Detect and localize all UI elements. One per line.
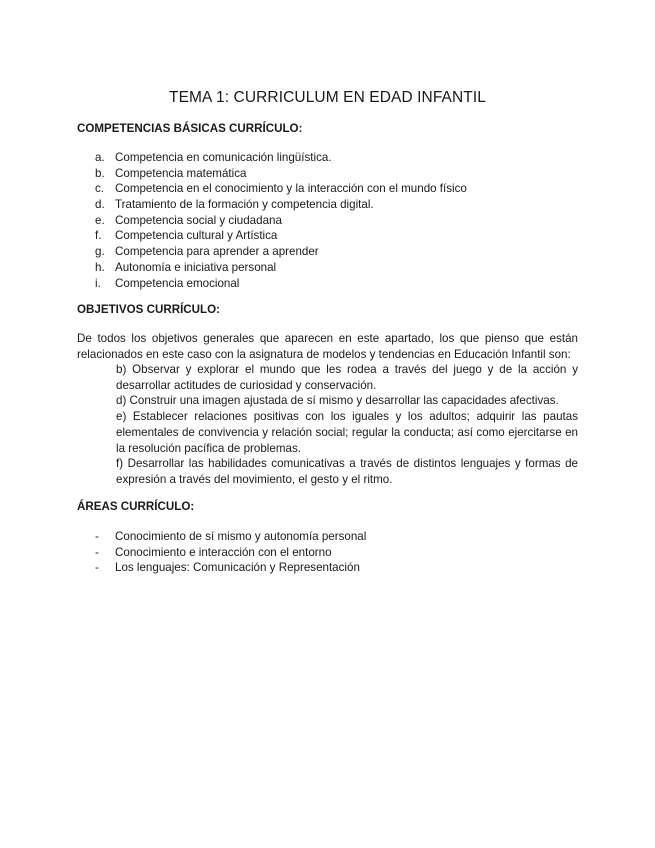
list-item (95, 244, 467, 260)
list-item-text: Tratamiento de la formación y competencia digital. (115, 198, 374, 212)
list-item (95, 150, 467, 166)
list-item (95, 545, 366, 561)
list-item-text: Autonomía e iniciativa personal (115, 260, 277, 274)
objetivo-item: f) Desarrollar las habilidades comunicativas a través de distintos lenguajes y formas de expresión a través del movimiento, el gesto y el ritmo. (116, 457, 578, 486)
objetivos-heading: OBJETIVOS CURRÍCULO: (77, 303, 220, 316)
objetivo-item: b) Observar y explorar el mundo que les rodea a través del juego y de la acción y desarrollar actitudes de curiosidad y conservación. (116, 363, 578, 392)
objetivos-intro: De todos los objetivos generales que aparecen en este apartado, los que pienso que están relacionados en este caso con la asignatura de modelos y tendencias en Educación Infantil son: (77, 332, 578, 361)
list-item-text: Competencia en el conocimiento y la interacción con el mundo físico (115, 182, 467, 196)
list-item (95, 166, 467, 182)
list-marker: i. (95, 276, 101, 290)
competencias-heading: COMPETENCIAS BÁSICAS CURRÍCULO: (77, 122, 303, 135)
list-item (95, 197, 467, 213)
areas-heading: ÁREAS CURRÍCULO: (77, 500, 195, 513)
list-item (95, 260, 467, 276)
list-item-text: Competencia matemática (115, 166, 247, 180)
competencias-list (95, 150, 467, 291)
areas-list (95, 529, 366, 576)
objetivos-list (116, 362, 578, 488)
list-marker: c. (95, 182, 105, 196)
list-item (95, 529, 366, 545)
list-item-text: Conocimiento de sí mismo y autonomía personal (115, 530, 367, 543)
list-item-text: Conocimiento e interacción con el entorno (115, 545, 332, 559)
list-marker: b. (95, 166, 105, 180)
list-item (95, 213, 467, 229)
list-marker: - (95, 545, 99, 559)
list-item-text: Competencia cultural y Artística (115, 229, 278, 243)
list-item-text: Competencia para aprender a aprender (115, 245, 319, 259)
list-marker: a. (95, 151, 105, 164)
page-title: TEMA 1: CURRICULUM EN EDAD INFANTIL (169, 89, 486, 106)
list-marker: - (95, 561, 99, 575)
list-item-text: Los lenguajes: Comunicación y Representación (115, 561, 360, 575)
list-marker: f. (95, 229, 102, 243)
objetivo-item: d) Construir una imagen ajustada de sí mismo y desarrollar las capacidades afectivas. (116, 394, 559, 408)
list-item-text: Competencia emocional (115, 276, 240, 290)
list-item-text: Competencia social y ciudadana (115, 213, 282, 227)
list-marker: e. (95, 213, 105, 227)
list-item-text: Competencia en comunicación lingüística. (115, 151, 332, 164)
list-marker: d. (95, 198, 105, 212)
list-item (95, 276, 467, 292)
list-marker: g. (95, 245, 105, 259)
list-item (95, 560, 366, 576)
list-item (95, 228, 467, 244)
list-item (95, 181, 467, 197)
list-marker: - (95, 530, 99, 543)
list-marker: h. (95, 260, 105, 274)
objetivo-item: e) Establecer relaciones positivas con los iguales y los adultos; adquirir las pautas elementales de convivencia y relación social; regular la conducta; así como ejercitarse en la resolución pacífica de problemas. (116, 410, 578, 455)
